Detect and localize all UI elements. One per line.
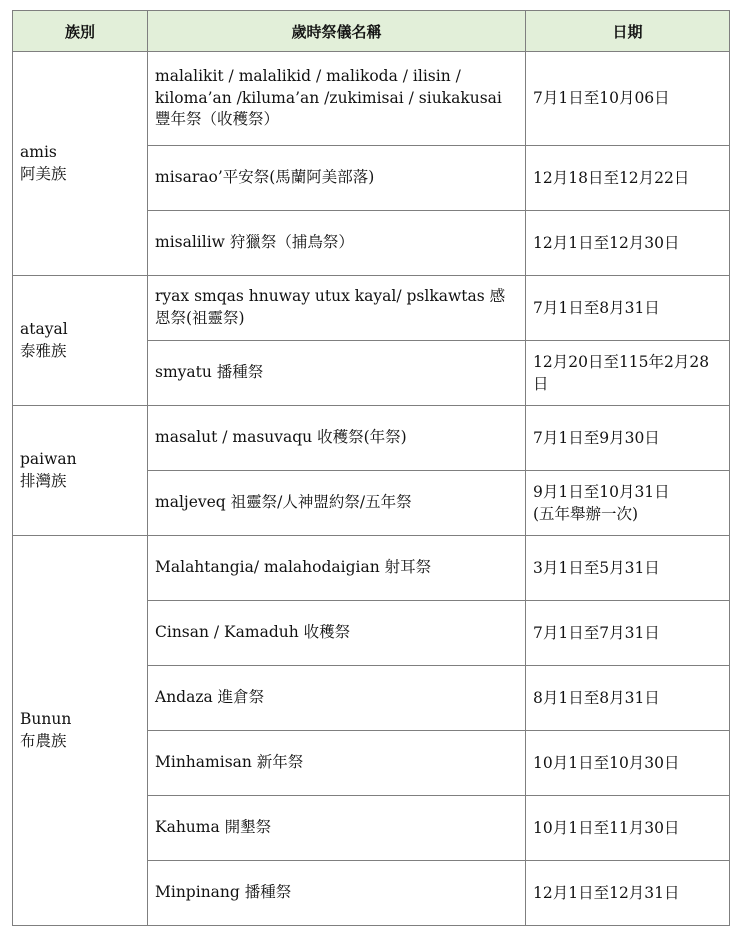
festival-date: 8月1日至8月31日 bbox=[526, 666, 730, 731]
festival-name: misaliliw 狩獵祭（捕鳥祭） bbox=[148, 211, 526, 276]
festival-name: Kahuma 開墾祭 bbox=[148, 796, 526, 861]
festival-name: Minhamisan 新年祭 bbox=[148, 731, 526, 796]
festival-name: Minpinang 播種祭 bbox=[148, 861, 526, 926]
festival-date: 12月20日至115年2月28日 bbox=[526, 341, 730, 406]
table-row bbox=[13, 536, 730, 601]
header-festival: 歲時祭儀名稱 bbox=[148, 11, 526, 52]
tribe-name-zh: 泰雅族 bbox=[20, 341, 67, 360]
festival-date: 10月1日至11月30日 bbox=[526, 796, 730, 861]
festival-date-note: (五年舉辦一次) bbox=[533, 505, 639, 523]
tribe-name-en: atayal bbox=[20, 319, 68, 338]
festival-date: 12月18日至12月22日 bbox=[526, 146, 730, 211]
table-row bbox=[13, 406, 730, 471]
festival-date: 10月1日至10月30日 bbox=[526, 731, 730, 796]
festival-date bbox=[526, 471, 730, 536]
festival-name: malalikit / malalikid / malikoda / ilisin / kiloma’an /kiluma’an /zukimisai / siukakusai 豐年祭（收穫祭） bbox=[148, 52, 526, 146]
festival-name: Cinsan / Kamaduh 收穫祭 bbox=[148, 601, 526, 666]
festival-table bbox=[12, 10, 730, 926]
festival-date: 12月1日至12月31日 bbox=[526, 861, 730, 926]
tribe-name-en: paiwan bbox=[20, 449, 77, 468]
festival-name: ryax smqas hnuway utux kayal/ pslkawtas 感恩祭(祖靈祭) bbox=[148, 276, 526, 341]
festival-name: Malahtangia/ malahodaigian 射耳祭 bbox=[148, 536, 526, 601]
header-tribe: 族別 bbox=[13, 11, 148, 52]
festival-name: maljeveq 祖靈祭/人神盟約祭/五年祭 bbox=[148, 471, 526, 536]
festival-date: 7月1日至7月31日 bbox=[526, 601, 730, 666]
festival-name: smyatu 播種祭 bbox=[148, 341, 526, 406]
festival-name: masalut / masuvaqu 收穫祭(年祭) bbox=[148, 406, 526, 471]
table-row bbox=[13, 52, 730, 146]
festival-name: Andaza 進倉祭 bbox=[148, 666, 526, 731]
tribe-cell bbox=[13, 276, 148, 406]
festival-date: 7月1日至9月30日 bbox=[526, 406, 730, 471]
table-row bbox=[13, 276, 730, 341]
header-date: 日期 bbox=[526, 11, 730, 52]
tribe-cell bbox=[13, 406, 148, 536]
festival-date: 7月1日至10月06日 bbox=[526, 52, 730, 146]
festival-date: 12月1日至12月30日 bbox=[526, 211, 730, 276]
tribe-name-zh: 布農族 bbox=[20, 731, 67, 750]
tribe-name-zh: 阿美族 bbox=[20, 164, 67, 183]
festival-name: misarao’平安祭(馬蘭阿美部落) bbox=[148, 146, 526, 211]
festival-date: 3月1日至5月31日 bbox=[526, 536, 730, 601]
tribe-name-en: Bunun bbox=[20, 709, 72, 728]
header-row bbox=[13, 11, 730, 52]
festival-date: 7月1日至8月31日 bbox=[526, 276, 730, 341]
festival-date-text: 9月1日至10月31日 bbox=[533, 482, 670, 501]
tribe-name-en: amis bbox=[20, 142, 57, 161]
tribe-cell bbox=[13, 536, 148, 926]
tribe-cell bbox=[13, 52, 148, 276]
tribe-name-zh: 排灣族 bbox=[20, 471, 67, 490]
